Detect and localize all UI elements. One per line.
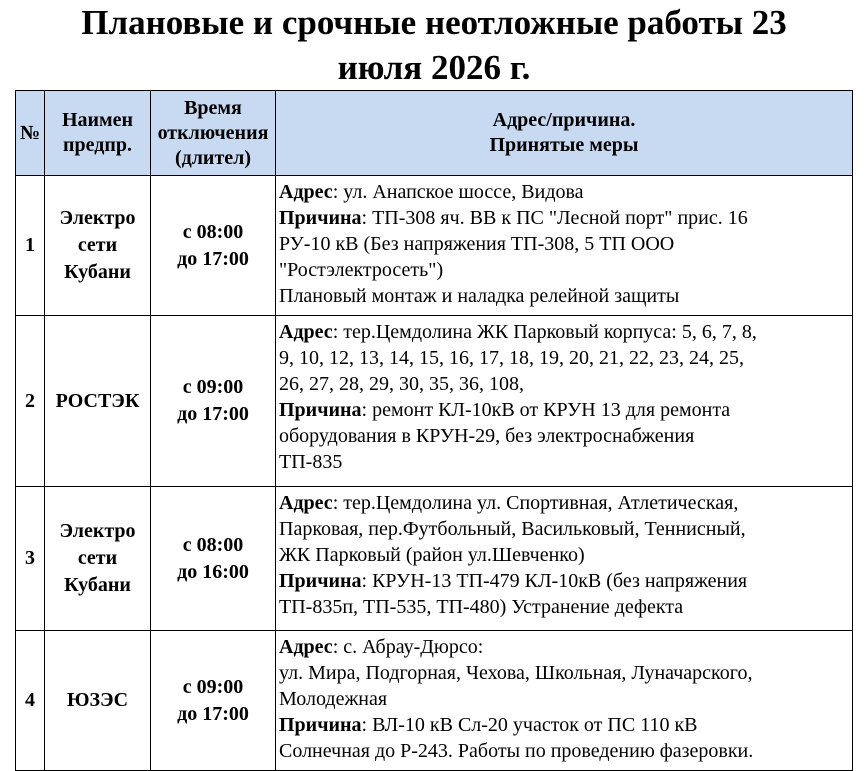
header-num-text: №: [19, 121, 41, 144]
reason-line: [279, 205, 852, 231]
time-end: до 16:00: [177, 560, 249, 583]
reason-text: Солнечная до Р-243. Работы по проведению фазеровки.: [279, 740, 754, 762]
time-end: до 17:00: [177, 403, 249, 425]
title-line-2: июля 2026 г.: [337, 48, 531, 87]
org-line: сети: [77, 547, 118, 569]
address-text: Парковая, пер.Футбольный, Васильковый, Теннисный,: [279, 518, 746, 540]
reason-label: Причина: [279, 570, 362, 592]
row-num: 2: [16, 316, 45, 487]
time-start: с 08:00: [182, 220, 244, 243]
row-description: [276, 316, 853, 487]
table-row: [16, 487, 853, 631]
address-text: : тер.Цемдолина ЖК Парковый корпуса: 5, 6, 7, 8,: [332, 321, 757, 343]
time-start: с 08:00: [182, 533, 244, 556]
header-time-line1: Время: [184, 96, 242, 119]
address-label: Адрес: [279, 636, 333, 658]
org-line: Кубани: [64, 261, 131, 283]
address-text: ЖК Парковый (район ул.Шевченко): [279, 544, 585, 566]
org-line: сети: [77, 234, 118, 256]
time-end: до 17:00: [177, 247, 249, 270]
address-label: Адрес: [279, 181, 333, 203]
row-description: [276, 631, 853, 771]
reason-text: : ВЛ-10 кВ Сл-20 участок от ПС 110 кВ: [361, 714, 698, 736]
reason-text: Плановый монтаж и наладка релейной защиты: [279, 285, 680, 307]
header-desc-line2: Принятые меры: [489, 134, 639, 156]
org-line: Электро: [59, 520, 136, 542]
org-line: Электро: [59, 207, 136, 229]
address-line: [279, 319, 852, 345]
row-org: [45, 631, 151, 771]
address-text: : с. Абрау-Дюрсо:: [332, 636, 484, 658]
reason-text: "Ростэлектросеть"): [279, 259, 444, 281]
time-end: до 17:00: [177, 702, 249, 725]
time-start: с 09:00: [182, 675, 244, 698]
page-title: [0, 0, 868, 90]
reason-text: : ТП-308 яч. ВВ к ПС "Лесной порт" прис. 16: [361, 207, 748, 229]
row-num: 1: [16, 176, 45, 316]
header-time-line2: отключения: [157, 121, 269, 144]
address-line: [279, 490, 852, 516]
table-row: [16, 631, 853, 771]
table-row: [16, 176, 853, 316]
row-org: [45, 176, 151, 316]
org-line: Кубани: [64, 574, 131, 596]
row-description: [276, 487, 853, 631]
reason-label: Причина: [279, 399, 362, 421]
title-line-1: Плановые и срочные неотложные работы 23: [81, 3, 787, 42]
reason-line: [279, 568, 852, 594]
row-time: [151, 176, 276, 316]
time-start: с 09:00: [182, 376, 244, 398]
header-time-line3: (длител): [174, 146, 252, 169]
reason-text: РУ-10 кВ (Без напряжения ТП-308, 5 ТП ООО: [279, 233, 675, 255]
table-row: [16, 316, 853, 487]
reason-label: Причина: [279, 714, 362, 736]
row-org: [45, 487, 151, 631]
table-header-row: [16, 91, 853, 176]
row-num: 3: [16, 487, 45, 631]
row-org: [45, 316, 151, 487]
address-text: : ул. Анапское шоссе, Видова: [332, 181, 584, 203]
address-text: ул. Мира, Подгорная, Чехова, Школьная, Луначарского,: [279, 662, 753, 684]
header-org-line2: предпр.: [62, 134, 133, 156]
header-desc: [276, 91, 853, 176]
reason-label: Причина: [279, 207, 362, 229]
header-desc-line1: Адрес/причина.: [492, 109, 636, 131]
address-text: 9, 10, 12, 13, 14, 15, 16, 17, 18, 19, 20, 21, 22, 23, 24, 25,: [279, 347, 744, 369]
header-org-line1: Наимен: [61, 109, 134, 131]
row-time: [151, 631, 276, 771]
reason-text: ТП-835п, ТП-535, ТП-480) Устранение дефекта: [279, 596, 684, 618]
address-line: [279, 179, 852, 205]
row-time: [151, 316, 276, 487]
org-line: ЮЗЭС: [66, 689, 129, 711]
row-time: [151, 487, 276, 631]
reason-text: ТП-835: [279, 451, 343, 473]
outage-table: [15, 90, 853, 771]
reason-text: : ремонт КЛ-10кВ от КРУН 13 для ремонта: [361, 399, 731, 421]
row-description: [276, 176, 853, 316]
address-text: 26, 27, 28, 29, 30, 35, 36, 108,: [279, 373, 524, 395]
header-time: [151, 91, 276, 176]
address-label: Адрес: [279, 321, 333, 343]
address-line: [279, 634, 852, 660]
reason-text: оборудования в КРУН-29, без электроснабжения: [279, 425, 695, 447]
address-label: Адрес: [279, 492, 333, 514]
reason-line: [279, 712, 852, 738]
header-num: [16, 91, 45, 176]
org-line: РОСТЭК: [55, 389, 140, 412]
row-num: 4: [16, 631, 45, 771]
address-text: Молодежная: [279, 688, 388, 710]
reason-line: [279, 397, 852, 423]
address-text: : тер.Цемдолина ул. Спортивная, Атлетическая,: [332, 492, 739, 514]
reason-text: : КРУН-13 ТП-479 КЛ-10кВ (без напряжения: [361, 570, 748, 592]
header-org: [45, 91, 151, 176]
